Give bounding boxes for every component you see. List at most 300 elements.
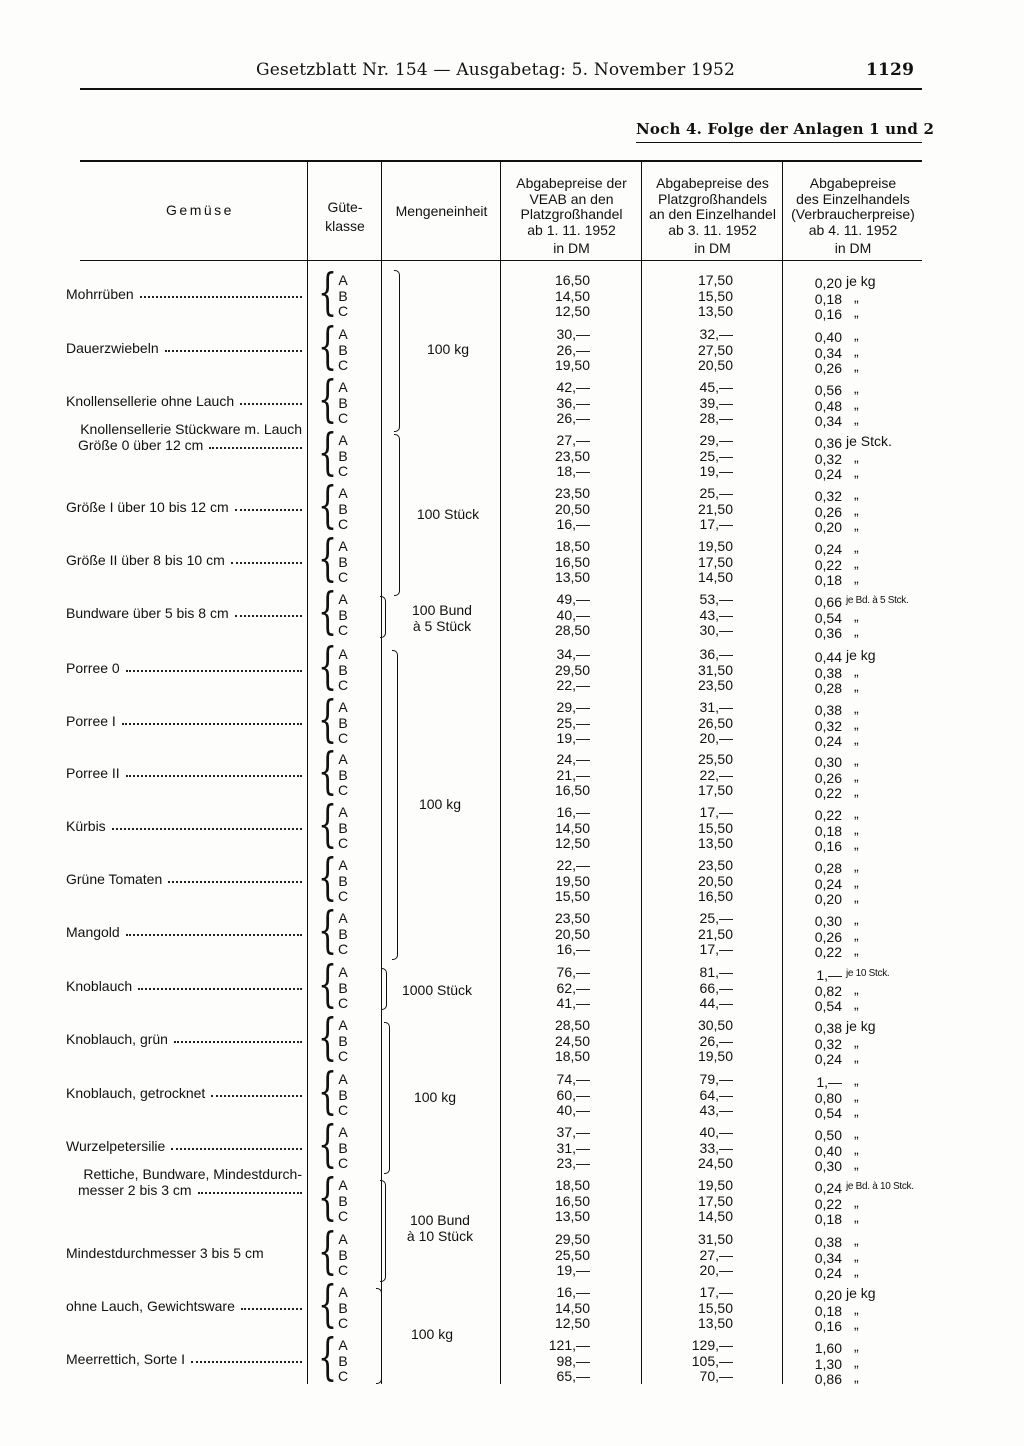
- price-value: 0,20: [814, 891, 842, 907]
- price-unit: [846, 1286, 876, 1333]
- price-value: 22,—: [699, 766, 733, 783]
- quality-class: B: [338, 979, 348, 996]
- price-unit-text: je kg: [846, 1285, 876, 1301]
- class-brace: {: [318, 1222, 338, 1280]
- price-cell-gross: [698, 911, 733, 958]
- price-value: 16,—: [556, 941, 590, 957]
- price-value: 0,38: [814, 664, 842, 681]
- price-value: 17,50: [697, 1192, 733, 1209]
- price-unit-text: je Bd. à 5 Stck.: [846, 595, 909, 606]
- price-value: 1,—: [816, 967, 842, 983]
- quality-class: B: [338, 500, 348, 517]
- quality-class: C: [337, 1102, 349, 1118]
- price-cell-veab: [555, 752, 590, 799]
- row-label-text: Größe II über 8 bis 10 cm: [66, 552, 225, 568]
- price-value: 18,—: [556, 463, 590, 479]
- price-value: 79,—: [699, 1071, 733, 1087]
- row-label-text: Porree II: [66, 765, 120, 781]
- quality-class: A: [338, 646, 348, 662]
- unit-label: 100 kg: [413, 1089, 457, 1105]
- price-value: 42,—: [556, 379, 590, 395]
- price-unit-text: „: [854, 873, 859, 890]
- price-value: 0,50: [814, 1127, 842, 1143]
- price-cell-einzel: [815, 276, 842, 323]
- price-cell-veab: [549, 1338, 590, 1385]
- price-value: 25,—: [556, 714, 590, 731]
- col-header-grosshandel-line: Abgabepreise des: [656, 175, 769, 191]
- class-brace: {: [318, 1328, 338, 1386]
- price-value: 26,—: [699, 1032, 733, 1049]
- price-cell-gross: [698, 327, 733, 374]
- price-unit-text: „: [854, 1033, 859, 1050]
- header-rule: [80, 88, 922, 90]
- class-brace: {: [318, 263, 338, 321]
- price-value: 0,40: [814, 1142, 842, 1159]
- unit-label: 100 Stück: [416, 506, 480, 522]
- price-cell-veab: [555, 327, 590, 374]
- row-label: [66, 1351, 302, 1367]
- price-value: 27,—: [556, 432, 590, 448]
- price-unit: [846, 806, 859, 853]
- price-cell-einzel: [815, 330, 842, 377]
- quality-class: B: [338, 394, 348, 411]
- row-label: [66, 1245, 302, 1261]
- price-value: 15,50: [697, 819, 733, 836]
- price-cell-einzel: [815, 1181, 842, 1228]
- price-cell-gross: [698, 1285, 733, 1332]
- price-value: 32,—: [699, 326, 733, 342]
- price-unit-text: „: [854, 607, 859, 624]
- col-header-veab: [502, 176, 641, 257]
- price-unit-text: „: [854, 1369, 859, 1385]
- price-value: 23,50: [554, 910, 590, 926]
- price-value: 26,—: [556, 341, 590, 358]
- dot-leader: [270, 1245, 302, 1257]
- price-unit: [846, 859, 859, 906]
- quality-class: C: [337, 303, 349, 319]
- quality-class: C: [337, 888, 349, 904]
- price-cell-gross: [698, 700, 733, 747]
- quality-class: B: [338, 447, 348, 464]
- price-unit-text: „: [854, 926, 859, 943]
- price-unit-text: „: [854, 448, 859, 465]
- price-value: 17,—: [699, 941, 733, 957]
- quality-classes: [336, 647, 350, 694]
- row-label-text: Knoblauch: [66, 978, 133, 994]
- price-cell-gross: [698, 805, 733, 852]
- price-unit-text: je kg: [846, 1018, 876, 1034]
- price-value: 17,50: [697, 553, 733, 570]
- quality-class: A: [338, 272, 348, 288]
- price-value: 0,16: [814, 306, 842, 322]
- row-label-text: Porree 0: [66, 660, 120, 676]
- price-value: 22,—: [556, 677, 590, 693]
- price-value: 37,—: [556, 1124, 590, 1140]
- price-value: 0,16: [814, 838, 842, 854]
- price-value: 45,—: [699, 379, 733, 395]
- dot-leader: [126, 765, 302, 777]
- quality-class: A: [338, 1337, 348, 1353]
- price-unit: [846, 1073, 859, 1120]
- price-value: 31,50: [697, 661, 733, 678]
- price-value: 25,—: [699, 447, 733, 464]
- price-value: 16,50: [554, 1192, 590, 1209]
- quality-class: B: [338, 341, 348, 358]
- unit-bracket: [380, 1180, 386, 1282]
- price-value: 0,48: [814, 397, 842, 414]
- price-value: 70,—: [699, 1368, 733, 1384]
- price-value: 0,38: [814, 1234, 842, 1250]
- col-header-grosshandel: [643, 176, 782, 257]
- price-unit: [846, 540, 859, 587]
- row-label: [66, 605, 302, 621]
- class-brace: {: [318, 582, 338, 640]
- price-unit-text: „: [854, 358, 859, 374]
- price-value: 0,80: [814, 1089, 842, 1106]
- row-label: [66, 871, 302, 887]
- price-cell-einzel: [815, 650, 842, 697]
- unit-label: 100 kg: [418, 796, 462, 812]
- quality-class: A: [338, 1284, 348, 1300]
- price-unit-text: „: [854, 1263, 859, 1279]
- price-unit-text: „: [854, 700, 859, 716]
- price-value: 0,18: [814, 572, 842, 588]
- quality-classes: [336, 273, 350, 320]
- price-cell-gross: [700, 592, 733, 639]
- row-label: [66, 286, 302, 302]
- row-label-text: Mangold: [66, 924, 120, 940]
- price-value: 24,50: [697, 1155, 733, 1171]
- col-header-guete: [310, 198, 380, 236]
- price-value: 30,50: [697, 1017, 733, 1033]
- price-value: 13,50: [554, 1208, 590, 1224]
- price-unit-text: „: [854, 820, 859, 837]
- price-value: 14,50: [697, 569, 733, 585]
- price-cell-einzel: [815, 436, 842, 483]
- row-label: [66, 924, 302, 940]
- price-cell-gross: [700, 433, 733, 480]
- price-unit-text: „: [854, 1125, 859, 1141]
- row-label-line: Rettiche, Bundware, Mindestdurch-: [83, 1166, 302, 1182]
- quality-class: C: [337, 410, 349, 426]
- col-header-grosshandel-line: in DM: [694, 240, 731, 256]
- row-label: [66, 1166, 302, 1198]
- price-value: 0,18: [814, 290, 842, 307]
- price-value: 0,26: [814, 360, 842, 376]
- quality-classes: [336, 1125, 350, 1172]
- price-cell-gross: [692, 1338, 733, 1385]
- unit-label-line: à 10 Stück: [406, 1227, 474, 1244]
- row-label: [66, 421, 302, 453]
- price-unit: [846, 1179, 914, 1226]
- price-unit: [846, 1019, 876, 1066]
- price-value: 0,24: [814, 541, 842, 557]
- price-value: 20,—: [699, 1262, 733, 1278]
- price-value: 0,34: [814, 413, 842, 429]
- price-value: 0,56: [814, 382, 842, 398]
- quality-classes: [336, 965, 350, 1012]
- row-label: [66, 765, 302, 781]
- price-value: 1,—: [816, 1074, 842, 1090]
- price-value: 39,—: [699, 394, 733, 411]
- price-cell-veab: [555, 1232, 590, 1279]
- price-value: 14,50: [554, 819, 590, 836]
- quality-class: A: [338, 857, 348, 873]
- price-unit: [846, 328, 859, 375]
- quality-classes: [336, 380, 350, 427]
- price-value: 40,—: [556, 1102, 590, 1118]
- price-value: 20,50: [697, 357, 733, 373]
- price-value: 16,50: [697, 888, 733, 904]
- price-value: 98,—: [556, 1352, 590, 1369]
- quality-class: C: [337, 569, 349, 585]
- price-unit-text: „: [854, 1156, 859, 1172]
- price-value: 25,50: [554, 1246, 590, 1263]
- price-value: 25,50: [697, 751, 733, 767]
- price-value: 0,32: [814, 717, 842, 734]
- price-value: 30,—: [699, 622, 733, 638]
- price-cell-veab: [555, 647, 590, 694]
- quality-classes: [336, 1178, 350, 1225]
- price-value: 0,28: [814, 860, 842, 876]
- price-cell-veab: [555, 433, 590, 480]
- col-header-menge: Mengeneinheit: [395, 203, 488, 219]
- price-value: 64,—: [699, 1086, 733, 1103]
- quality-classes: [336, 327, 350, 374]
- dot-leader: [209, 437, 302, 449]
- price-value: 19,50: [554, 357, 590, 373]
- price-value: 1,60: [814, 1340, 842, 1356]
- price-value: 0,38: [814, 702, 842, 718]
- price-value: 29,—: [699, 432, 733, 448]
- price-unit: [846, 487, 859, 534]
- dot-leader: [112, 818, 302, 830]
- price-cell-einzel: [815, 1288, 842, 1335]
- price-value: 14,50: [697, 1208, 733, 1224]
- quality-classes: [336, 1338, 350, 1385]
- quality-class: C: [337, 357, 349, 373]
- price-cell-einzel: [815, 755, 842, 802]
- price-unit-text: „: [854, 464, 859, 480]
- price-value: 13,50: [697, 1315, 733, 1331]
- price-value: 0,34: [814, 344, 842, 361]
- row-label-line: [66, 1298, 302, 1314]
- quality-classes: [336, 539, 350, 586]
- price-value: 43,—: [699, 1102, 733, 1118]
- price-value: 0,82: [814, 982, 842, 999]
- price-unit-text: „: [854, 1209, 859, 1225]
- quality-class: B: [338, 287, 348, 304]
- price-unit: [846, 381, 859, 428]
- dot-leader: [122, 713, 302, 725]
- price-value: 15,50: [697, 287, 733, 304]
- price-value: 41,—: [556, 995, 590, 1011]
- price-cell-gross: [698, 1232, 733, 1279]
- row-label-line: [66, 1351, 302, 1367]
- price-unit-text: „: [854, 395, 859, 412]
- price-value: 0,26: [814, 503, 842, 520]
- price-value: 0,32: [814, 1035, 842, 1052]
- unit-label: [390, 1213, 490, 1244]
- price-value: 0,54: [814, 998, 842, 1014]
- price-unit-text: „: [854, 1049, 859, 1065]
- price-unit-text: „: [854, 288, 859, 305]
- col-divider-4: [641, 162, 642, 1384]
- price-value: 18,50: [554, 538, 590, 554]
- price-value: 1,30: [814, 1355, 842, 1372]
- quality-class: A: [338, 751, 348, 767]
- class-brace: {: [318, 317, 338, 375]
- price-value: 13,50: [697, 835, 733, 851]
- row-label: [66, 978, 302, 994]
- price-value: 0,22: [814, 807, 842, 823]
- col-header-einzelhandel: [784, 176, 922, 257]
- row-label: [66, 1298, 302, 1314]
- price-cell-einzel: [815, 383, 842, 430]
- class-brace: {: [318, 637, 338, 695]
- col-header-grosshandel-line: Platzgroßhandels: [658, 190, 767, 207]
- quality-class: A: [338, 591, 348, 607]
- dot-leader: [240, 393, 302, 405]
- quality-class: B: [338, 553, 348, 570]
- col-header-grosshandel-line: ab 3. 11. 1952: [668, 221, 757, 238]
- price-cell-veab: [557, 700, 590, 747]
- row-label-line: [66, 393, 302, 409]
- price-cell-veab: [555, 805, 590, 852]
- row-label-line: [66, 924, 302, 940]
- price-value: 0,26: [814, 928, 842, 945]
- row-label-line: [66, 552, 302, 568]
- price-value: 31,50: [697, 1231, 733, 1247]
- quality-class: A: [338, 1177, 348, 1193]
- row-label-line: [66, 340, 302, 356]
- dot-leader: [171, 1138, 302, 1150]
- price-value: 0,22: [814, 1195, 842, 1212]
- price-unit-text: „: [854, 1300, 859, 1317]
- price-cell-veab: [555, 911, 590, 958]
- price-unit-text: „: [854, 662, 859, 679]
- row-label-line: [66, 1031, 302, 1047]
- price-unit-text: „: [854, 836, 859, 852]
- price-value: 28,50: [554, 622, 590, 638]
- quality-class: A: [338, 1124, 348, 1140]
- price-value: 27,—: [699, 1246, 733, 1263]
- price-value: 49,—: [556, 591, 590, 607]
- price-cell-einzel: [815, 861, 842, 908]
- price-unit-text: „: [854, 380, 859, 396]
- row-label: [66, 1085, 302, 1101]
- price-value: 26,—: [556, 410, 590, 426]
- price-value: 30,—: [556, 326, 590, 342]
- row-label-line: [66, 1182, 302, 1198]
- quality-class: A: [338, 485, 348, 501]
- col-header-veab-line: Platzgroßhandel: [520, 206, 623, 222]
- page-number: 1129: [866, 60, 915, 80]
- price-unit-text: „: [854, 767, 859, 784]
- price-cell-veab: [555, 858, 590, 905]
- row-label: [66, 713, 302, 729]
- price-value: 26,50: [697, 714, 733, 731]
- dot-leader: [235, 499, 302, 511]
- price-unit: [846, 434, 892, 481]
- quality-class: B: [338, 1352, 348, 1369]
- price-value: 0,24: [814, 1180, 842, 1196]
- price-value: 19,50: [697, 538, 733, 554]
- quality-class: C: [337, 677, 349, 693]
- quality-class: A: [338, 1071, 348, 1087]
- price-cell-gross: [698, 273, 733, 320]
- price-value: 0,22: [814, 944, 842, 960]
- class-brace: {: [318, 1062, 338, 1120]
- row-label-line: Knollensellerie Stückware m. Lauch: [80, 421, 302, 437]
- col-header-einzelhandel-line: des Einzelhandels: [796, 190, 910, 207]
- price-value: 0,38: [814, 1020, 842, 1036]
- quality-classes: [336, 486, 350, 533]
- unit-label: [392, 603, 492, 634]
- price-value: 19,50: [554, 872, 590, 889]
- price-value: 0,24: [814, 1265, 842, 1281]
- quality-classes: [336, 805, 350, 852]
- price-value: 40,—: [699, 1124, 733, 1140]
- price-value: 17,50: [697, 272, 733, 288]
- price-cell-einzel: [815, 914, 842, 961]
- price-cell-veab: [555, 486, 590, 533]
- price-value: 16,—: [556, 516, 590, 532]
- price-cell-veab: [555, 539, 590, 586]
- row-label-line: [66, 1245, 302, 1261]
- quality-class: C: [337, 782, 349, 798]
- quality-class: A: [338, 910, 348, 926]
- quality-classes: [336, 752, 350, 799]
- price-value: 0,24: [814, 1051, 842, 1067]
- price-unit-text: „: [854, 1103, 859, 1119]
- price-cell-gross: [698, 752, 733, 799]
- price-value: 27,50: [697, 341, 733, 358]
- price-cell-gross: [698, 539, 733, 586]
- quality-class: C: [337, 1048, 349, 1064]
- price-cell-einzel: [815, 1235, 842, 1282]
- price-unit-text: „: [854, 996, 859, 1012]
- row-label-text: Meerrettich, Sorte I: [66, 1351, 186, 1367]
- price-unit-text: „: [854, 911, 859, 927]
- price-value: 0,20: [814, 275, 842, 291]
- quality-class: A: [338, 538, 348, 554]
- quality-class: A: [338, 699, 348, 715]
- unit-bracket: [376, 1288, 382, 1384]
- quality-class: C: [337, 835, 349, 851]
- quality-class: C: [337, 1368, 349, 1384]
- row-label-line: [66, 713, 302, 729]
- col-divider-3: [500, 162, 501, 1384]
- row-label: [66, 393, 302, 409]
- price-value: 0,54: [814, 1105, 842, 1121]
- price-value: 0,26: [814, 769, 842, 786]
- quality-classes: [336, 592, 350, 639]
- dot-leader: [165, 340, 302, 352]
- quality-class: C: [337, 730, 349, 746]
- row-label-line: [66, 1138, 302, 1154]
- price-value: 21,50: [697, 500, 733, 517]
- quality-class: A: [338, 1017, 348, 1033]
- col-header-veab-line: in DM: [553, 240, 590, 256]
- price-value: 19,—: [556, 730, 590, 746]
- col-header-veab-line: ab 1. 11. 1952: [527, 221, 616, 238]
- price-cell-einzel: [815, 595, 842, 642]
- price-value: 17,—: [699, 1284, 733, 1300]
- unit-label-line: 100 Bund: [412, 602, 472, 618]
- price-cell-gross: [698, 486, 733, 533]
- price-value: 31,—: [556, 1139, 590, 1156]
